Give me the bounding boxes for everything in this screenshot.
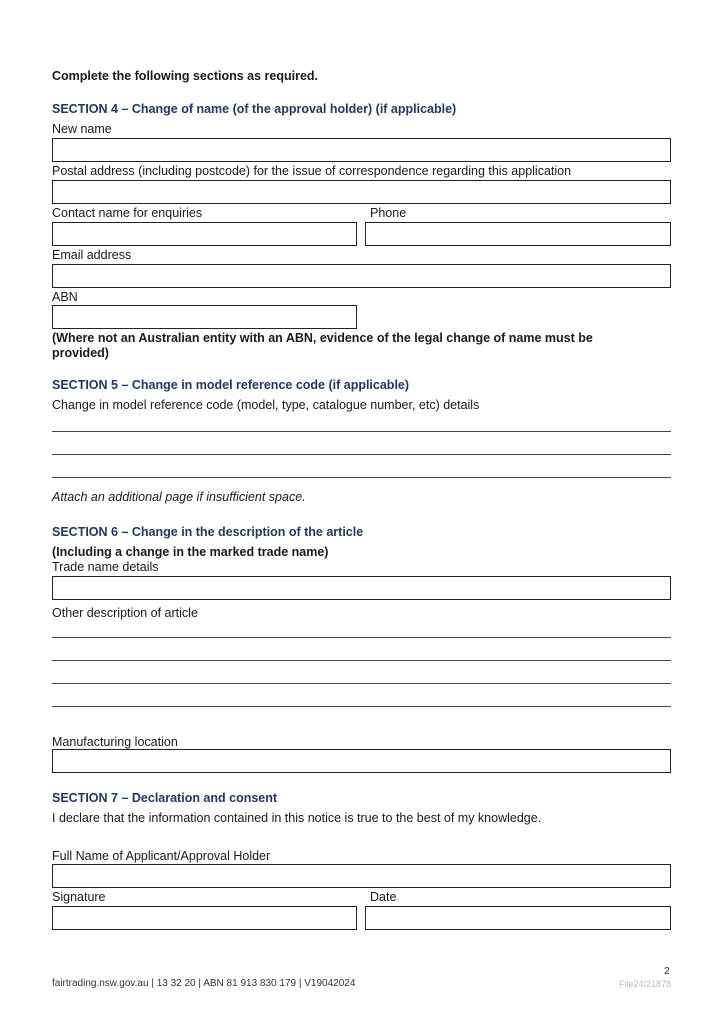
attach-note: Attach an additional page if insufficient space. [52,490,306,504]
email-label: Email address [52,248,132,262]
abn-note: (Where not an Australian entity with an ABN, evidence of the legal change of name must be provided) [52,331,593,360]
postal-address-field[interactable] [52,180,671,204]
manufacturing-location-label: Manufacturing location [52,735,178,749]
page-number: 2 [664,966,670,977]
file-reference: File24/21878 [619,979,672,989]
other-description-label: Other description of article [52,606,198,620]
model-code-details-label: Change in model reference code (model, type, catalogue number, etc) details [52,398,480,412]
description-line-3[interactable] [52,683,671,684]
full-name-label: Full Name of Applicant/Approval Holder [52,849,271,863]
new-name-label: New name [52,122,112,136]
declaration-text: I declare that the information contained in this notice is true to the best of my knowledge. [52,811,542,825]
abn-field[interactable] [52,305,357,329]
description-line-2[interactable] [52,660,671,661]
description-line-4[interactable] [52,706,671,707]
description-line-1[interactable] [52,637,671,638]
contact-name-field[interactable] [52,222,357,246]
date-field[interactable] [365,906,671,930]
section-6-subheading: (Including a change in the marked trade name) [52,545,329,559]
trade-name-label: Trade name details [52,560,159,574]
phone-label: Phone [370,206,407,220]
trade-name-field[interactable] [52,576,671,600]
section-7-heading: SECTION 7 – Declaration and consent [52,791,278,805]
date-label: Date [370,890,397,904]
signature-field[interactable] [52,906,357,930]
manufacturing-location-field[interactable] [52,749,671,773]
model-code-line-3[interactable] [52,477,671,478]
contact-name-label: Contact name for enquiries [52,206,203,220]
footer-contact: fairtrading.nsw.gov.au | 13 32 20 | ABN 81 913 830 179 | V19042024 [52,978,356,989]
intro-text: Complete the following sections as required. [52,69,319,83]
section-4-heading: SECTION 4 – Change of name (of the approval holder) (if applicable) [52,102,457,116]
postal-address-label: Postal address (including postcode) for the issue of correspondence regarding this application [52,164,572,178]
section-6-heading: SECTION 6 – Change in the description of the article [52,525,364,539]
full-name-field[interactable] [52,864,671,888]
phone-field[interactable] [365,222,671,246]
abn-label: ABN [52,290,78,304]
section-5-heading: SECTION 5 – Change in model reference code (if applicable) [52,378,410,392]
email-field[interactable] [52,264,671,288]
signature-label: Signature [52,890,106,904]
new-name-field[interactable] [52,138,671,162]
model-code-line-2[interactable] [52,454,671,455]
model-code-line-1[interactable] [52,431,671,432]
